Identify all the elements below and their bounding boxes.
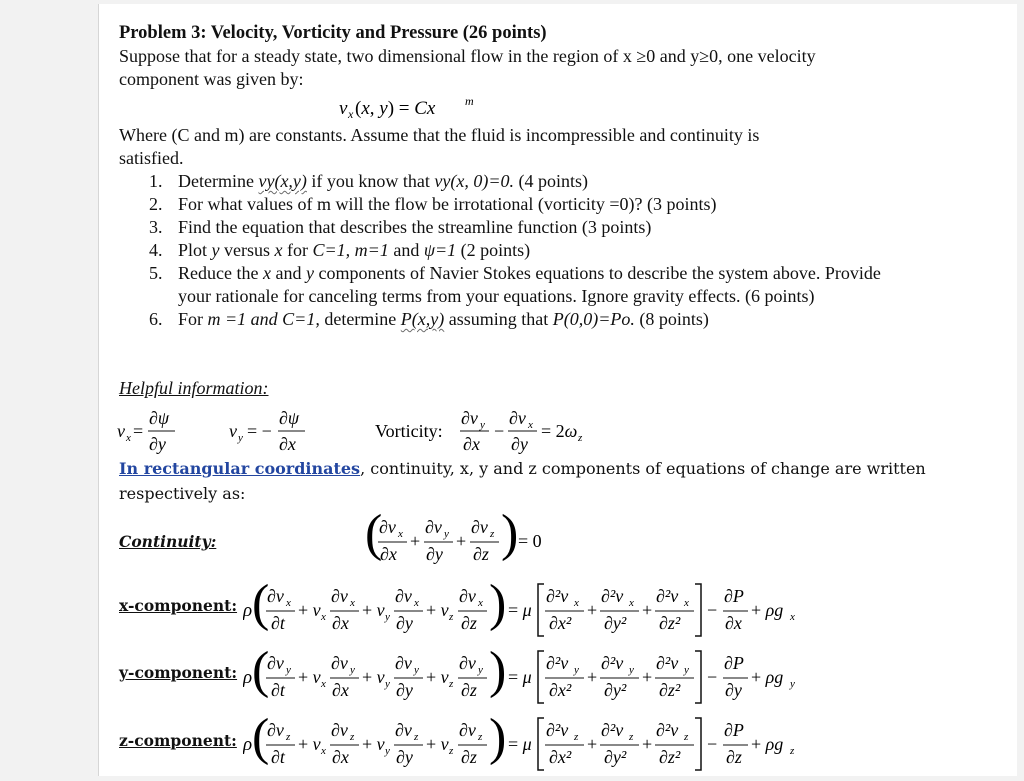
svg-text:∂²v: ∂²v xyxy=(546,586,569,606)
svg-text:∂ψ: ∂ψ xyxy=(149,408,170,428)
stream-function-svg xyxy=(117,404,597,460)
svg-text:+ v: + v xyxy=(298,667,321,687)
svg-text:∂x²: ∂x² xyxy=(549,747,572,767)
svg-text:∂x: ∂x xyxy=(332,613,349,633)
svg-text:= μ: = μ xyxy=(508,600,532,620)
svg-text:z: z xyxy=(449,611,454,623)
svg-text:∂v: ∂v xyxy=(395,720,412,740)
svg-text:+: + xyxy=(410,531,421,551)
svg-text:∂v: ∂v xyxy=(395,653,412,673)
svg-text:x: x xyxy=(398,528,403,540)
svg-text:∂v: ∂v xyxy=(459,653,476,673)
svg-text:z: z xyxy=(350,731,355,743)
question-item-1: 1. Determine vy(x,y) if you know that vy(x, 0)=0. (4 points) xyxy=(149,171,589,191)
svg-text:∂²v: ∂²v xyxy=(601,586,624,606)
svg-text:∂P: ∂P xyxy=(724,586,744,606)
svg-text:y: y xyxy=(478,664,483,676)
svg-text:∂y: ∂y xyxy=(396,680,413,700)
svg-text:+ ρg: + ρg xyxy=(751,600,784,620)
x-component-equation xyxy=(243,576,803,647)
svg-text:= μ: = μ xyxy=(508,667,532,687)
svg-text:∂v: ∂v xyxy=(459,720,476,740)
svg-text:∂y²: ∂y² xyxy=(604,613,627,633)
svg-text:x: x xyxy=(684,597,689,609)
svg-text:+: + xyxy=(587,667,598,687)
svg-text:x: x xyxy=(321,745,326,757)
rect-coordinates-link: In rectangular coordinates xyxy=(119,459,361,478)
svg-text:+ v: + v xyxy=(426,667,449,687)
svg-text:∂v: ∂v xyxy=(331,653,348,673)
where-line-1: Where (C and m) are constants. Assume that the fluid is incompressible and continuity is xyxy=(119,125,760,145)
svg-text:y: y xyxy=(574,664,579,676)
svg-text:∂v: ∂v xyxy=(379,517,396,537)
z-component-equation xyxy=(243,710,803,781)
svg-text:x: x xyxy=(414,597,419,609)
svg-text:y: y xyxy=(385,678,390,690)
svg-text:Vorticity:: Vorticity: xyxy=(375,421,443,441)
z-component-svg xyxy=(243,710,803,776)
svg-text:∂t: ∂t xyxy=(271,613,285,633)
problem-title: Problem 3: Velocity, Vorticity and Pressure (26 points) xyxy=(119,23,547,43)
svg-text:∂y: ∂y xyxy=(725,680,742,700)
svg-text:= −: = − xyxy=(247,421,272,441)
y-component-svg xyxy=(243,643,803,709)
svg-text:∂x: ∂x xyxy=(380,544,397,564)
svg-text:(: ( xyxy=(252,576,270,632)
svg-text:∂x: ∂x xyxy=(725,613,742,633)
svg-text:−: − xyxy=(494,421,505,441)
svg-text:∂x: ∂x xyxy=(463,434,480,454)
continuity-svg xyxy=(365,507,565,573)
svg-text:ρ: ρ xyxy=(243,734,253,755)
svg-text:+ v: + v xyxy=(426,734,449,754)
intro-line-2: component was given by: xyxy=(119,69,304,89)
svg-text:+: + xyxy=(642,600,653,620)
y-component-label: y-component: xyxy=(119,663,238,682)
svg-text:∂x²: ∂x² xyxy=(549,613,572,633)
svg-text:∂y²: ∂y² xyxy=(604,747,627,767)
svg-text:y: y xyxy=(385,745,390,757)
svg-text:(x, y) = Cx: (x, y) = Cx xyxy=(355,98,436,119)
intro-line-1: Suppose that for a steady state, two dimensional flow in the region of x ≥0 and y≥0, one velocity xyxy=(119,46,816,66)
z-component-label: z-component: xyxy=(119,731,237,750)
svg-text:z: z xyxy=(790,745,795,757)
svg-text:∂²v: ∂²v xyxy=(601,653,624,673)
svg-text:∂z²: ∂z² xyxy=(659,680,681,700)
svg-text:∂y: ∂y xyxy=(396,747,413,767)
svg-text:∂x²: ∂x² xyxy=(549,680,572,700)
svg-text:∂z²: ∂z² xyxy=(659,747,681,767)
svg-text:y: y xyxy=(414,664,419,676)
question-item-6: 6. For m =1 and C=1, determine P(x,y) assuming that P(0,0)=Po. (8 points) xyxy=(149,309,709,329)
svg-text:∂ψ: ∂ψ xyxy=(279,408,300,428)
svg-text:∂v: ∂v xyxy=(267,586,284,606)
svg-text:+ v: + v xyxy=(362,734,385,754)
svg-text:+ v: + v xyxy=(298,734,321,754)
svg-text:−: − xyxy=(707,667,718,687)
svg-text:+: + xyxy=(642,734,653,754)
question-item-2: 2. For what values of m will the flow be irrotational (vorticity =0)? (3 points) xyxy=(149,194,717,214)
svg-text:∂²v: ∂²v xyxy=(546,653,569,673)
svg-text:x: x xyxy=(790,611,795,623)
x-component-svg xyxy=(243,576,803,642)
svg-text:−: − xyxy=(707,734,718,754)
given-equation-svg xyxy=(339,94,499,122)
continuity-equation xyxy=(365,507,565,578)
svg-text:∂t: ∂t xyxy=(271,747,285,767)
svg-text:x: x xyxy=(478,597,483,609)
svg-text:∂v: ∂v xyxy=(471,517,488,537)
svg-text:x: x xyxy=(126,432,131,444)
svg-text:v: v xyxy=(339,98,348,119)
svg-text:+ ρg: + ρg xyxy=(751,734,784,754)
svg-text:∂x: ∂x xyxy=(332,680,349,700)
svg-text:+ v: + v xyxy=(298,600,321,620)
svg-text:z: z xyxy=(286,731,291,743)
vy-stream-equation xyxy=(229,408,305,454)
svg-text:y: y xyxy=(238,432,243,444)
given-equation xyxy=(339,94,499,127)
question-list xyxy=(119,170,898,331)
vx-stream-equation xyxy=(117,408,175,454)
svg-text:v: v xyxy=(229,421,237,441)
svg-text:y: y xyxy=(684,664,689,676)
svg-text:=: = xyxy=(133,421,144,441)
question-item-4: 4. Plot y versus x for C=1, m=1 and ψ=1 (2 points) xyxy=(149,240,531,260)
svg-text:(: ( xyxy=(252,710,270,766)
svg-text:∂x: ∂x xyxy=(279,434,296,454)
svg-text:y: y xyxy=(385,611,390,623)
svg-text:∂z: ∂z xyxy=(461,680,477,700)
svg-text:= μ: = μ xyxy=(508,734,532,754)
svg-text:+: + xyxy=(587,734,598,754)
svg-text:z: z xyxy=(574,731,579,743)
svg-text:+ v: + v xyxy=(362,600,385,620)
svg-text:∂v: ∂v xyxy=(267,653,284,673)
svg-text:x: x xyxy=(350,597,355,609)
svg-text:∂P: ∂P xyxy=(724,720,744,740)
svg-text:∂v: ∂v xyxy=(459,586,476,606)
svg-text:x: x xyxy=(286,597,291,609)
svg-text:y: y xyxy=(629,664,634,676)
svg-text:= 2ω: = 2ω xyxy=(541,421,578,441)
svg-text:∂²v: ∂²v xyxy=(656,720,679,740)
svg-text:x: x xyxy=(348,107,354,121)
svg-text:−: − xyxy=(707,600,718,620)
svg-text:∂v: ∂v xyxy=(331,586,348,606)
svg-text:): ) xyxy=(501,507,519,562)
svg-text:∂v: ∂v xyxy=(425,517,442,537)
svg-text:z: z xyxy=(449,745,454,757)
svg-text:(: ( xyxy=(252,643,270,699)
svg-text:∂x: ∂x xyxy=(332,747,349,767)
rect-coordinates-line: In rectangular coordinates, continuity, x, y and z components of equations of change are written xyxy=(119,459,926,478)
svg-text:x: x xyxy=(321,611,326,623)
y-component-equation xyxy=(243,643,803,714)
svg-text:+ v: + v xyxy=(362,667,385,687)
svg-text:x: x xyxy=(321,678,326,690)
svg-text:+: + xyxy=(642,667,653,687)
svg-text:+: + xyxy=(456,531,467,551)
svg-text:∂P: ∂P xyxy=(724,653,744,673)
svg-text:∂z: ∂z xyxy=(726,747,742,767)
svg-text:y: y xyxy=(790,678,795,690)
svg-text:): ) xyxy=(489,710,507,766)
svg-text:z: z xyxy=(578,432,583,444)
svg-text:∂z: ∂z xyxy=(473,544,489,564)
svg-text:y: y xyxy=(444,528,449,540)
svg-text:y: y xyxy=(350,664,355,676)
continuity-label: Continuity: xyxy=(119,532,217,551)
svg-text:z: z xyxy=(449,678,454,690)
where-line-2: satisfied. xyxy=(119,148,184,168)
svg-text:x: x xyxy=(629,597,634,609)
x-component-label: x-component: xyxy=(119,596,238,615)
svg-text:+ v: + v xyxy=(426,600,449,620)
svg-text:∂v: ∂v xyxy=(267,720,284,740)
svg-text:z: z xyxy=(490,528,495,540)
svg-text:v: v xyxy=(117,421,125,441)
svg-text:∂y: ∂y xyxy=(396,613,413,633)
stream-function-equations xyxy=(117,404,597,465)
svg-text:∂v: ∂v xyxy=(509,408,526,428)
question-item-5: 5. Reduce the x and y components of Navier Stokes equations to describe the system above. Provide your rationale for canceling terms from your equations. Ignore gravity effects. (6 points) xyxy=(149,263,881,306)
svg-text:∂v: ∂v xyxy=(395,586,412,606)
svg-text:m: m xyxy=(465,94,474,108)
svg-text:∂²v: ∂²v xyxy=(656,586,679,606)
question-item-3: 3. Find the equation that describes the streamline function (3 points) xyxy=(149,217,652,237)
svg-text:∂z: ∂z xyxy=(461,613,477,633)
svg-text:z: z xyxy=(478,731,483,743)
svg-text:∂y: ∂y xyxy=(426,544,443,564)
svg-text:ρ: ρ xyxy=(243,600,253,621)
svg-text:∂t: ∂t xyxy=(271,680,285,700)
svg-text:∂²v: ∂²v xyxy=(601,720,624,740)
svg-text:∂v: ∂v xyxy=(331,720,348,740)
svg-text:+ ρg: + ρg xyxy=(751,667,784,687)
svg-text:z: z xyxy=(629,731,634,743)
svg-text:∂z: ∂z xyxy=(461,747,477,767)
svg-text:∂v: ∂v xyxy=(461,408,478,428)
svg-text:): ) xyxy=(489,643,507,699)
rect-coordinates-line-2: respectively as: xyxy=(119,484,246,503)
svg-text:∂²v: ∂²v xyxy=(546,720,569,740)
svg-text:x: x xyxy=(528,419,533,431)
helpful-heading: Helpful information: xyxy=(119,378,269,398)
svg-text:z: z xyxy=(414,731,419,743)
svg-text:y: y xyxy=(286,664,291,676)
svg-text:∂²v: ∂²v xyxy=(656,653,679,673)
svg-text:+: + xyxy=(587,600,598,620)
svg-text:∂y: ∂y xyxy=(149,434,166,454)
svg-text:y: y xyxy=(480,419,485,431)
svg-text:ρ: ρ xyxy=(243,667,253,688)
svg-text:= 0: = 0 xyxy=(518,531,542,551)
svg-text:): ) xyxy=(489,576,507,632)
svg-text:∂y²: ∂y² xyxy=(604,680,627,700)
svg-text:z: z xyxy=(684,731,689,743)
vorticity-equation xyxy=(375,408,583,454)
svg-text:∂z²: ∂z² xyxy=(659,613,681,633)
document-page xyxy=(98,4,1017,776)
svg-text:x: x xyxy=(574,597,579,609)
svg-text:(: ( xyxy=(365,507,383,562)
svg-text:∂y: ∂y xyxy=(511,434,528,454)
